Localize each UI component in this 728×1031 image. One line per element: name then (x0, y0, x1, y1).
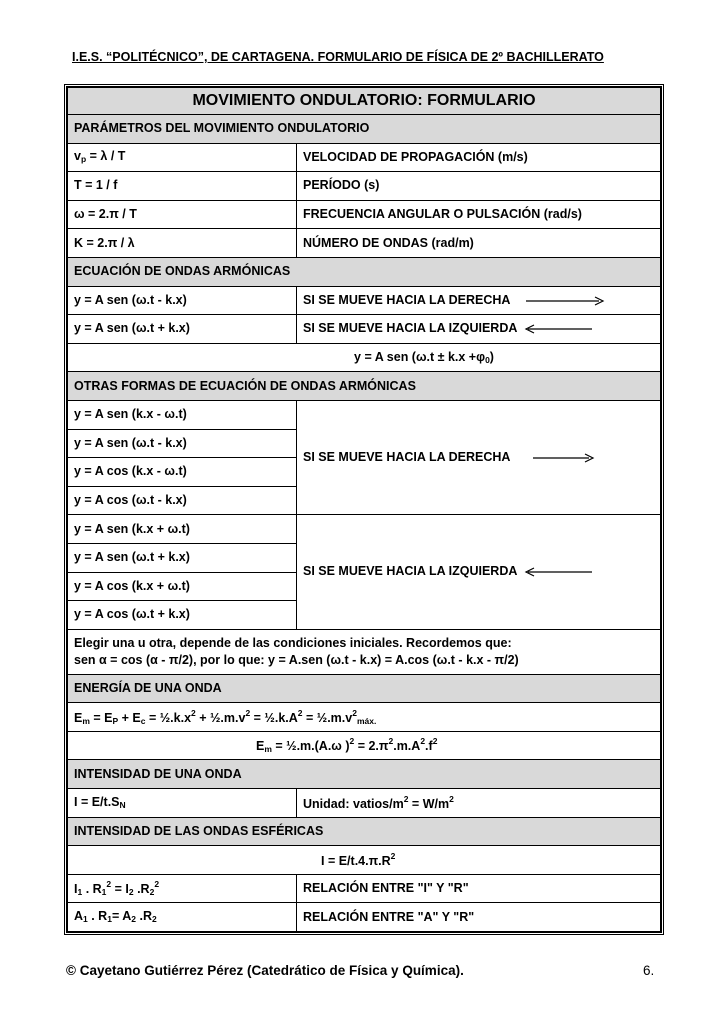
desc-omega: FRECUENCIA ANGULAR O PULSACIÓN (rad/s) (297, 200, 661, 229)
eq-right: y = A sen (ω.t - k.x) (68, 286, 297, 315)
arrow-left-icon (524, 567, 596, 577)
desc-right: SI SE MUEVE HACIA LA DERECHA (297, 286, 661, 315)
eq-general: y = A sen $(\omega.t \pm k.x +\varphi_0)$ (68, 343, 661, 372)
desc-vp: VELOCIDAD DE PROPAGACIÓN (m/s) (297, 143, 661, 172)
otras-left-1: y = A sen (k.x + ω.t) (68, 515, 297, 544)
desc-period: PERÍODO (s) (297, 172, 661, 201)
spherical-formula: $I = E/t.4.\pi.R^2$ (68, 846, 661, 875)
note-line-1: Elegir una u otra, depende de las condiciones iniciales. Recordemos que: (74, 636, 512, 651)
otras-left-desc: SI SE MUEVE HACIA LA IZQUIERDA (297, 515, 661, 629)
relation-a-r-desc: RELACIÓN ENTRE "A" Y "R" (297, 903, 661, 932)
intensity-formula: $I = E/t.S_N$ (68, 789, 297, 818)
formula-sheet (64, 84, 664, 935)
otras-left-4: y = A cos (ω.t + k.x) (68, 601, 297, 630)
section-intensidad: INTENSIDAD DE UNA ONDA (68, 760, 661, 789)
page-number: 6. (643, 963, 655, 978)
desc-k: NÚMERO DE ONDAS (rad/m) (297, 229, 661, 258)
relation-i-r-desc: RELACIÓN ENTRE "I" Y "R" (297, 874, 661, 903)
formula-k: K = 2.π / λ (68, 229, 297, 258)
section-otras: OTRAS FORMAS DE ECUACIÓN DE ONDAS ARMÓNICAS (68, 372, 661, 401)
intensity-unit: Unidad: vatios/$m^2 = W/m^2$ (297, 789, 661, 818)
formula-omega: ω = 2.π / T (68, 200, 297, 229)
section-energia: ENERGÍA DE UNA ONDA (68, 674, 661, 703)
section-esfericas: INTENSIDAD DE LAS ONDAS ESFÉRICAS (68, 817, 661, 846)
otras-right-2: y = A sen (ω.t - k.x) (68, 429, 297, 458)
formula-vp: $v_p = \lambda / T$ (68, 143, 297, 172)
relation-a-r: $A_1$ . $R_1= A_2$ $.R_2$ (68, 903, 297, 932)
formula-period: T = 1 / f (68, 172, 297, 201)
page-header: I.E.S. “POLITÉCNICO”, DE CARTAGENA. FORMULARIO DE FÍSICA DE 2º BACHILLERATO (72, 50, 604, 64)
otras-right-desc: SI SE MUEVE HACIA LA DERECHA (297, 400, 661, 514)
section-ecuacion: ECUACIÓN DE ONDAS ARMÓNICAS (68, 257, 661, 286)
desc-left: SI SE MUEVE HACIA LA IZQUIERDA (297, 315, 661, 344)
otras-left-2: y = A sen (ω.t + k.x) (68, 543, 297, 572)
otras-right-4: y = A cos (ω.t - k.x) (68, 486, 297, 515)
otras-left-3: y = A cos (k.x + ω.t) (68, 572, 297, 601)
arrow-right-icon (521, 296, 607, 306)
sheet-title: MOVIMIENTO ONDULATORIO: FORMULARIO (68, 88, 661, 115)
energy-equation-2: $E_m$ = ½.m.(A.ω )$^2 = 2.\pi^2.m.A^2.f^2$ (68, 731, 661, 760)
formula-table (67, 87, 661, 932)
arrow-right-icon (531, 453, 597, 463)
section-parametros: PARÁMETROS DEL MOVIMIENTO ONDULATORIO (68, 115, 661, 144)
relation-i-r: $I_1$ . $R_1^2 = I_2$ $.R_2^2$ (68, 874, 297, 903)
arrow-left-icon (524, 324, 596, 334)
energy-equation-1: $E_m = E_P + E_c$ = $\frac{1}{2}.k.x^2$ + $\frac{1}{2}.m.v^2$ = $\frac{1}{2}.k.A^2$ = $\frac{1}{2}.m.v^2_{máx.}$ (68, 703, 661, 732)
otras-right-1: y = A sen (k.x - ω.t) (68, 400, 297, 429)
note-line-2: sen α = cos (α - π/2), por lo que: y = A.sen (ω.t - k.x) = A.cos (ω.t - k.x - π/2) (74, 652, 519, 667)
otras-right-3: y = A cos (k.x - ω.t) (68, 458, 297, 487)
note-initial-conditions (68, 629, 661, 674)
footer-copyright: © Cayetano Gutiérrez Pérez (Catedrático de Física y Química). (66, 963, 464, 978)
eq-left: y = A sen (ω.t + k.x) (68, 315, 297, 344)
